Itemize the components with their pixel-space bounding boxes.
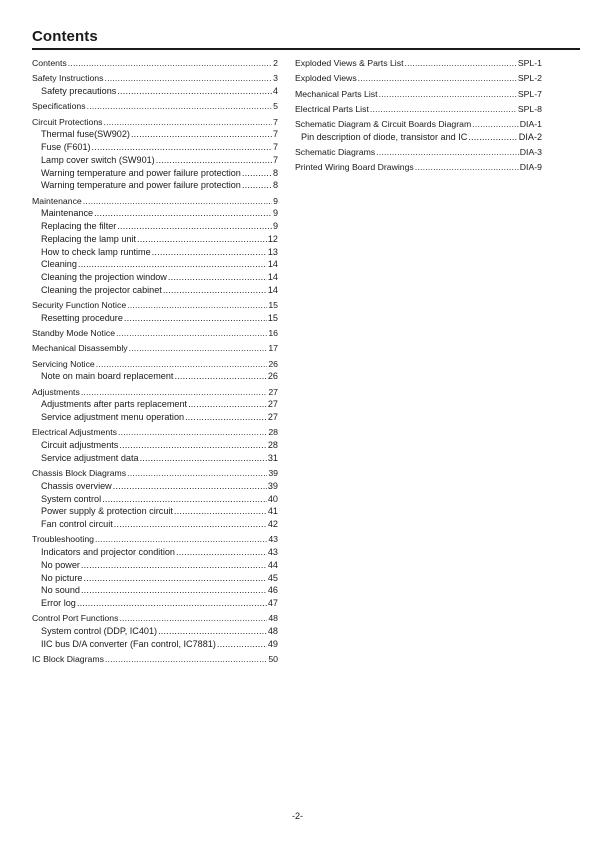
toc-entry	[295, 103, 542, 116]
toc-entry-title: Warning temperature and power failure protection	[41, 180, 241, 191]
toc-entry-page: 41	[267, 506, 278, 517]
toc-entry-title: Fan control circuit	[41, 519, 113, 529]
dot-leader	[95, 533, 267, 546]
dot-leader	[370, 103, 517, 116]
page-title: Contents	[32, 28, 98, 45]
dot-leader	[163, 284, 267, 297]
toc-entry-page: 44	[267, 559, 278, 570]
toc-entry-title: Cleaning	[41, 259, 77, 270]
dot-leader	[117, 85, 272, 98]
toc-entry-page: 15	[267, 312, 278, 323]
toc-subentry	[32, 452, 278, 465]
dot-leader	[376, 146, 519, 159]
toc-entry-title: Note on main board replacement	[41, 371, 174, 382]
toc-subentry	[32, 167, 278, 180]
toc-entry	[32, 533, 278, 546]
toc-entry-page: 14	[267, 259, 278, 270]
toc-entry-title: Lamp cover switch (SW901)	[41, 154, 155, 165]
toc-subentry	[32, 284, 278, 297]
dot-leader	[119, 439, 267, 452]
toc-entry-page: 46	[267, 585, 278, 596]
toc-entry-title: Troubleshooting	[32, 534, 94, 545]
toc-entry-title: Exploded Views & Parts List	[295, 58, 404, 68]
dot-leader	[102, 493, 267, 506]
toc-entry-page: 47	[267, 598, 278, 608]
toc-entry-title: Security Function Notice	[32, 300, 127, 310]
toc-entry-title: Adjustments after parts replacement	[41, 399, 188, 410]
toc-entry-title: Servicing Notice	[32, 358, 95, 369]
dot-leader	[185, 411, 267, 424]
toc-entry-title: Power supply & protection circuit	[41, 506, 173, 517]
toc-entry-page: 9	[272, 208, 278, 219]
dot-leader	[242, 179, 272, 192]
toc-subentry	[32, 625, 278, 638]
toc-entry-title: Standby Mode Notice	[32, 328, 116, 338]
toc-subentry	[32, 179, 278, 192]
toc-subentry	[32, 559, 278, 572]
toc-entry-title: Schematic Diagrams	[295, 147, 376, 157]
toc-entry	[32, 358, 278, 371]
toc-entry-page: SPL-7	[517, 88, 542, 99]
toc-entry-page: DIA-1	[519, 119, 542, 129]
dot-leader	[117, 220, 272, 233]
toc-entry-title: Warning temperature and power failure protection	[41, 167, 241, 178]
toc-subentry	[32, 439, 278, 452]
toc-entry-title: Service adjustment data	[41, 452, 139, 463]
toc-entry-page: 26	[268, 358, 278, 369]
toc-entry	[32, 299, 278, 312]
dot-leader	[415, 161, 519, 174]
toc-subentry	[32, 518, 278, 531]
toc-entry-page: 48	[268, 613, 278, 624]
toc-entry-page: 2	[273, 58, 278, 68]
dot-leader	[152, 246, 267, 259]
toc-entry	[32, 57, 278, 70]
toc-subentry	[32, 312, 278, 325]
toc-entry-page: 28	[267, 440, 278, 450]
toc-entry-page: 26	[267, 371, 278, 382]
toc-entry-page: SPL-2	[517, 73, 542, 84]
toc-left-column	[32, 57, 278, 666]
toc-entry	[295, 146, 542, 159]
dot-leader	[116, 327, 267, 340]
toc-entry-page: 9	[272, 221, 278, 231]
toc-entry-title: System control	[41, 493, 102, 504]
toc-subentry	[32, 246, 278, 259]
toc-entry-page: DIA-9	[519, 162, 542, 173]
toc-entry	[295, 72, 542, 85]
toc-entry-page: 12	[267, 233, 278, 244]
toc-entry-title: Safety precautions	[41, 86, 117, 96]
title-rule	[32, 48, 580, 50]
toc-entry-page: 3	[273, 73, 278, 84]
toc-entry-title: Printed Wiring Board Drawings	[295, 162, 414, 173]
toc-entry-page: 43	[267, 547, 278, 557]
toc-entry-title: Safety Instructions	[32, 73, 104, 84]
toc-entry-page: 27	[268, 386, 278, 397]
dot-leader	[78, 258, 267, 271]
toc-entry-page: 7	[272, 129, 278, 140]
toc-entry	[295, 118, 542, 131]
dot-leader	[127, 299, 267, 312]
toc-entry-title: Mechanical Disassembly	[32, 343, 128, 354]
toc-entry-page: 27	[267, 399, 278, 410]
toc-subentry	[32, 154, 278, 167]
toc-subentry	[32, 271, 278, 284]
toc-entry-title: Adjustments	[32, 386, 80, 397]
toc-entry-title: Specifications	[32, 101, 86, 112]
toc-entry	[32, 653, 278, 666]
dot-leader	[242, 167, 272, 180]
toc-entry-page: SPL-1	[517, 58, 542, 68]
toc-subentry	[32, 638, 278, 651]
toc-entry-page: 16	[268, 328, 278, 338]
toc-entry-page: 28	[268, 427, 278, 438]
toc-entry-title: Chassis overview	[41, 480, 112, 491]
toc-subentry	[32, 546, 278, 559]
toc-entry-page: 31	[267, 452, 278, 463]
toc-entry-title: Mechanical Parts List	[295, 88, 378, 99]
toc-entry-title: Circuit adjustments	[41, 440, 119, 450]
toc-entry	[295, 161, 542, 174]
toc-entry-title: How to check lamp runtime	[41, 246, 151, 257]
dot-leader	[158, 625, 267, 638]
dot-leader	[188, 398, 267, 411]
toc-entry	[32, 612, 278, 625]
toc-entry-page: 4	[272, 86, 278, 96]
toc-subentry	[32, 398, 278, 411]
toc-entry	[32, 426, 278, 439]
toc-subentry	[32, 220, 278, 233]
toc-entry-title: Indicators and projector condition	[41, 547, 175, 557]
dot-leader	[113, 480, 267, 493]
toc-entry	[32, 195, 278, 208]
toc-entry-page: 14	[267, 272, 278, 282]
toc-entry-title: Circuit Protections	[32, 116, 103, 127]
dot-leader	[174, 370, 266, 383]
dot-leader	[105, 653, 267, 666]
toc-entry-title: No sound	[41, 585, 80, 596]
dot-leader	[379, 88, 517, 101]
dot-leader	[94, 207, 272, 220]
dot-leader	[81, 386, 268, 399]
toc-entry-page: 9	[273, 195, 278, 206]
dot-leader	[81, 584, 267, 597]
toc-entry-title: IIC bus D/A converter (Fan control, IC7881)	[41, 638, 216, 649]
toc-subentry	[32, 233, 278, 246]
toc-entry-page: 8	[272, 167, 278, 178]
toc-entry-title: No picture	[41, 572, 83, 583]
toc-entry-title: Fuse (F601)	[41, 142, 91, 152]
toc-entry-page: 45	[267, 572, 278, 583]
toc-entry-title: Thermal fuse(SW902)	[41, 129, 130, 140]
toc-entry-page: DIA-2	[518, 131, 542, 142]
toc-entry-title: Cleaning the projection window	[41, 272, 167, 282]
toc-subentry	[32, 128, 278, 141]
toc-entry	[295, 57, 542, 70]
dot-leader	[127, 467, 267, 480]
toc-entry	[295, 88, 542, 101]
dot-leader	[168, 271, 267, 284]
toc-subentry	[32, 493, 278, 506]
toc-entry-page: 7	[273, 116, 278, 127]
toc-entry-page: 17	[268, 343, 278, 354]
dot-leader	[92, 141, 272, 154]
toc-entry-page: 43	[268, 534, 278, 545]
toc-subentry	[32, 505, 278, 518]
toc-entry-page: 40	[267, 493, 278, 504]
dot-leader	[87, 100, 273, 113]
toc-subentry	[32, 411, 278, 424]
toc-entry-page: 7	[272, 142, 278, 152]
dot-leader	[83, 195, 272, 208]
toc-entry-page: 7	[272, 154, 278, 165]
toc-subentry	[32, 597, 278, 610]
dot-leader	[405, 57, 517, 70]
dot-leader	[77, 597, 267, 610]
dot-leader	[119, 612, 267, 625]
toc-entry-page: 27	[267, 412, 278, 422]
toc-entry-title: Error log	[41, 598, 76, 608]
toc-entry-page: 13	[267, 246, 278, 257]
dot-leader	[174, 505, 267, 518]
toc-entry-page: 42	[267, 519, 278, 529]
toc-entry-page: 49	[267, 638, 278, 649]
toc-subentry	[32, 141, 278, 154]
toc-subentry	[32, 480, 278, 493]
toc-entry-title: No power	[41, 559, 80, 570]
dot-leader	[131, 128, 272, 141]
toc-entry-title: IC Block Diagrams	[32, 654, 104, 664]
toc-entry-title: Pin description of diode, transistor and IC	[301, 131, 468, 142]
dot-leader	[217, 638, 267, 651]
toc-entry-title: Chassis Block Diagrams	[32, 468, 127, 478]
toc-entry-page: SPL-8	[517, 103, 542, 114]
toc-entry-title: Cleaning the projector cabinet	[41, 284, 162, 295]
dot-leader	[96, 358, 268, 371]
dot-leader	[468, 131, 517, 144]
toc-entry-title: Maintenance	[41, 208, 94, 219]
dot-leader	[118, 426, 267, 439]
toc-entry-title: Exploded Views	[295, 73, 357, 84]
toc-entry-title: Electrical Parts List	[295, 103, 369, 114]
toc-entry-page: 15	[268, 300, 278, 310]
toc-entry	[32, 100, 278, 113]
dot-leader	[124, 312, 267, 325]
toc-subentry	[32, 572, 278, 585]
toc-subentry	[32, 85, 278, 98]
dot-leader	[156, 154, 272, 167]
toc-entry	[32, 327, 278, 340]
dot-leader	[83, 572, 266, 585]
dot-leader	[81, 559, 267, 572]
toc-entry-page: DIA-3	[519, 147, 542, 157]
toc-entry	[32, 467, 278, 480]
toc-entry	[32, 386, 278, 399]
toc-entry-title: Replacing the filter	[41, 221, 117, 231]
toc-subentry	[32, 207, 278, 220]
toc-entry-page: 14	[267, 284, 278, 295]
toc-entry-title: Contents	[32, 58, 67, 68]
toc-entry	[32, 116, 278, 129]
dot-leader	[114, 518, 267, 531]
dot-leader	[140, 452, 267, 465]
dot-leader	[104, 72, 272, 85]
dot-leader	[68, 57, 272, 70]
toc-entry-page: 48	[267, 626, 278, 636]
toc-entry-title: Maintenance	[32, 195, 82, 206]
toc-entry-title: Schematic Diagram & Circuit Boards Diagram	[295, 119, 472, 129]
toc-entry-title: Electrical Adjustments	[32, 427, 117, 438]
toc-entry-title: Replacing the lamp unit	[41, 233, 137, 244]
toc-entry-title: Resetting procedure	[41, 312, 123, 323]
toc-entry-page: 39	[268, 468, 278, 478]
dot-leader	[137, 233, 267, 246]
toc-entry-page: 8	[272, 180, 278, 191]
dot-leader	[129, 342, 268, 355]
dot-leader	[358, 72, 517, 85]
toc-subentry	[32, 370, 278, 383]
toc-entry-title: System control (DDP, IC401)	[41, 626, 158, 636]
toc-entry-title: Control Port Functions	[32, 613, 119, 624]
dot-leader	[472, 118, 519, 131]
page-number: -2-	[292, 811, 303, 821]
toc-subentry	[295, 131, 542, 144]
dot-leader	[104, 116, 273, 129]
toc-entry-title: Service adjustment menu operation	[41, 412, 185, 422]
toc-subentry	[32, 258, 278, 271]
toc-entry-page: 5	[273, 101, 278, 112]
toc-entry	[32, 72, 278, 85]
toc-entry-page: 39	[267, 480, 278, 491]
toc-subentry	[32, 584, 278, 597]
toc-entry-page: 50	[268, 654, 278, 664]
toc-right-column	[295, 57, 542, 174]
dot-leader	[176, 546, 267, 559]
toc-entry	[32, 342, 278, 355]
